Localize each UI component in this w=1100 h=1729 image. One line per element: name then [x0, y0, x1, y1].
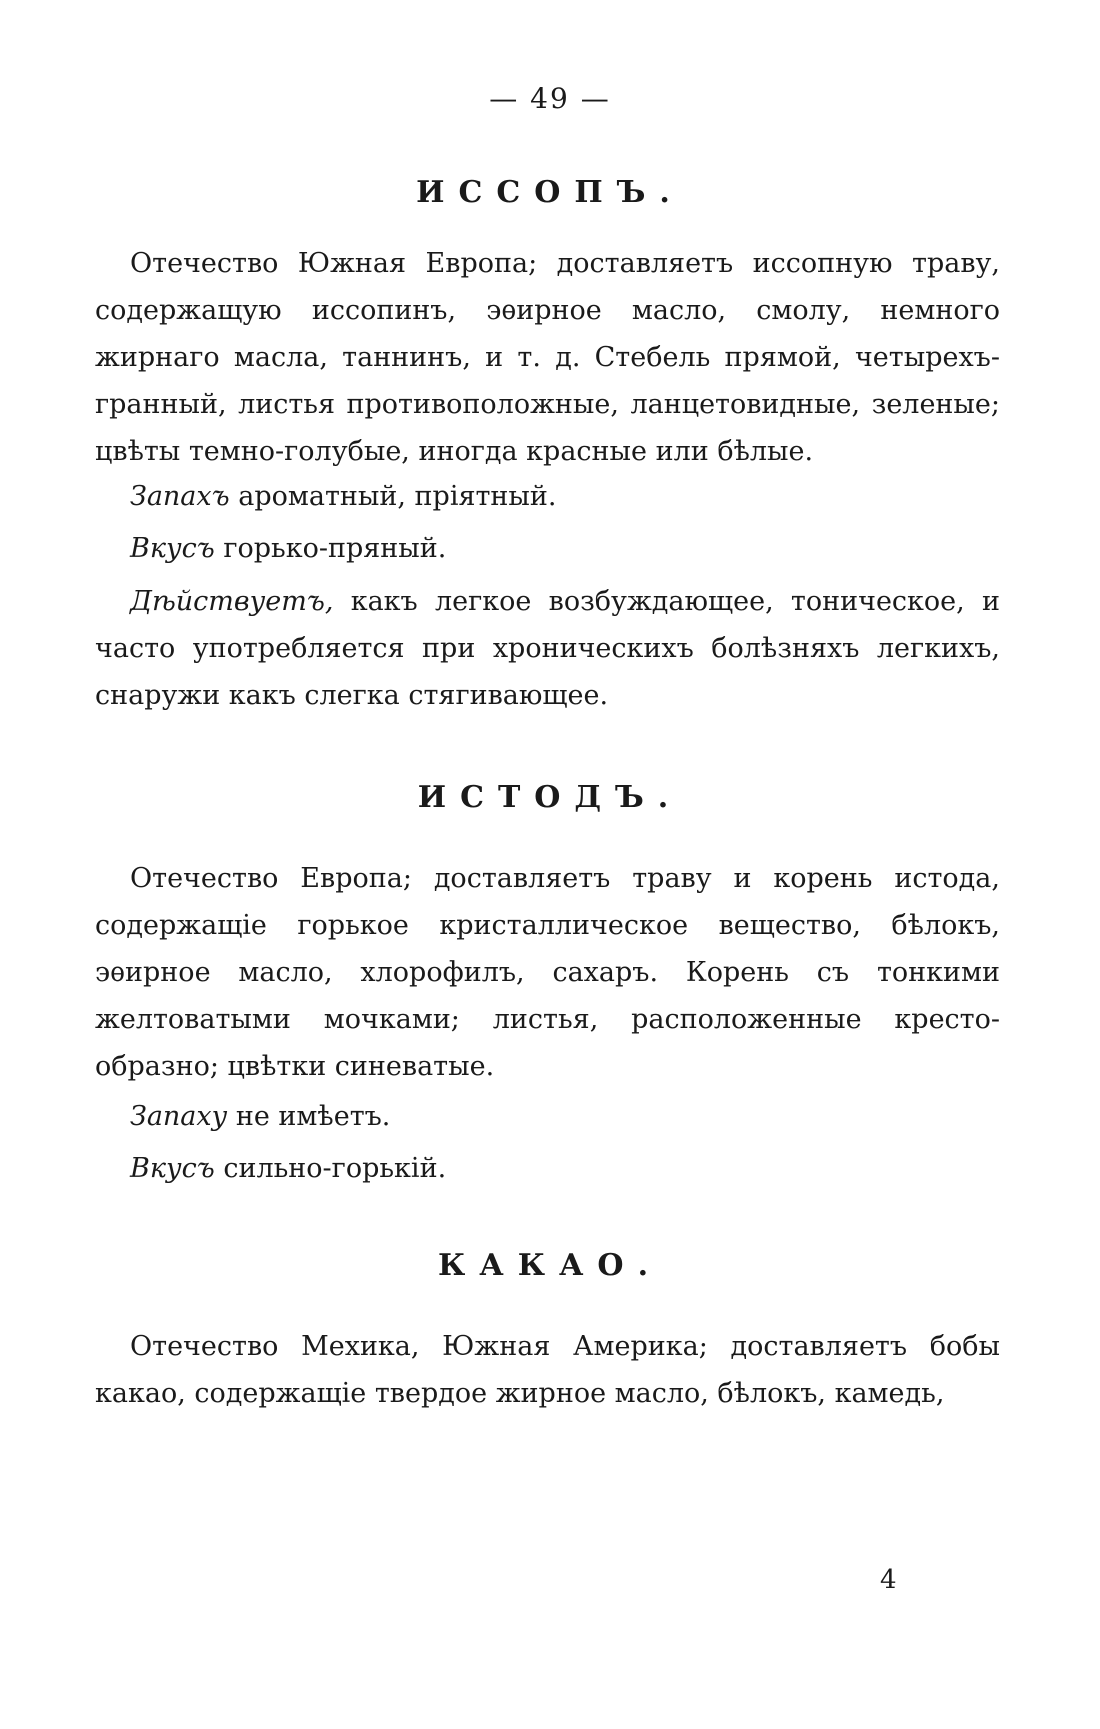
- section-heading-kakao: КАКАО.: [437, 1248, 663, 1283]
- smell-text: ароматный, пріятный.: [229, 481, 557, 512]
- section-heading-issop: ИССОПЪ.: [416, 175, 684, 210]
- section-heading-istod: ИСТОДЪ.: [417, 780, 683, 815]
- taste-line-istod: [130, 1145, 1000, 1192]
- smell-label: Запаху: [130, 1101, 228, 1132]
- taste-text: горько-пряный.: [214, 533, 447, 564]
- page-number: — 49 —: [489, 82, 611, 115]
- smell-line-istod: [130, 1093, 1000, 1140]
- taste-label: Вкусъ: [130, 533, 215, 564]
- signature-mark: 4: [880, 1565, 897, 1595]
- taste-label: Вкусъ: [130, 1153, 215, 1184]
- smell-label: Запахъ: [130, 481, 230, 512]
- action-paragraph-issop: [95, 578, 1000, 719]
- section-description-issop: Отечество Южная Европа; доставляетъ иссопную траву, содержащую иссопинъ, эѳирное масло, смолу, немного жирнаго масла, таннинъ, и т. д. Стебель прямой, четырехъ-гранный, листья противоположные, ланцетовидные, зеленые; цвѣты темно-голубые, иногда красные или бѣлые.: [95, 248, 1000, 467]
- section-description-kakao: Отечество Мехика, Южная Америка; доставляетъ бобы какао, содержащіе твердое жирное масло, бѣлокъ, камедь,: [95, 1331, 1000, 1409]
- action-label: Дѣйствуетъ,: [130, 586, 334, 617]
- taste-text: сильно-горькій.: [214, 1153, 447, 1184]
- smell-line-issop: [130, 473, 1000, 520]
- action-text: какъ легкое возбуждающее, тоническое, и часто употребляется при хроническихъ болѣзняхъ легкихъ, снаружи какъ слегка стягивающее.: [95, 586, 1000, 711]
- smell-text: не имѣетъ.: [227, 1101, 391, 1132]
- taste-line-issop: [130, 525, 1000, 572]
- section-description-istod: Отечество Европа; доставляетъ траву и корень истода, содержащіе горькое кристаллическое вещество, бѣлокъ, эѳирное масло, хлорофилъ, сахаръ. Корень съ тонкими желтоватыми мочками; листья, расположенные кресто-образно; цвѣтки синеватые.: [95, 863, 1000, 1082]
